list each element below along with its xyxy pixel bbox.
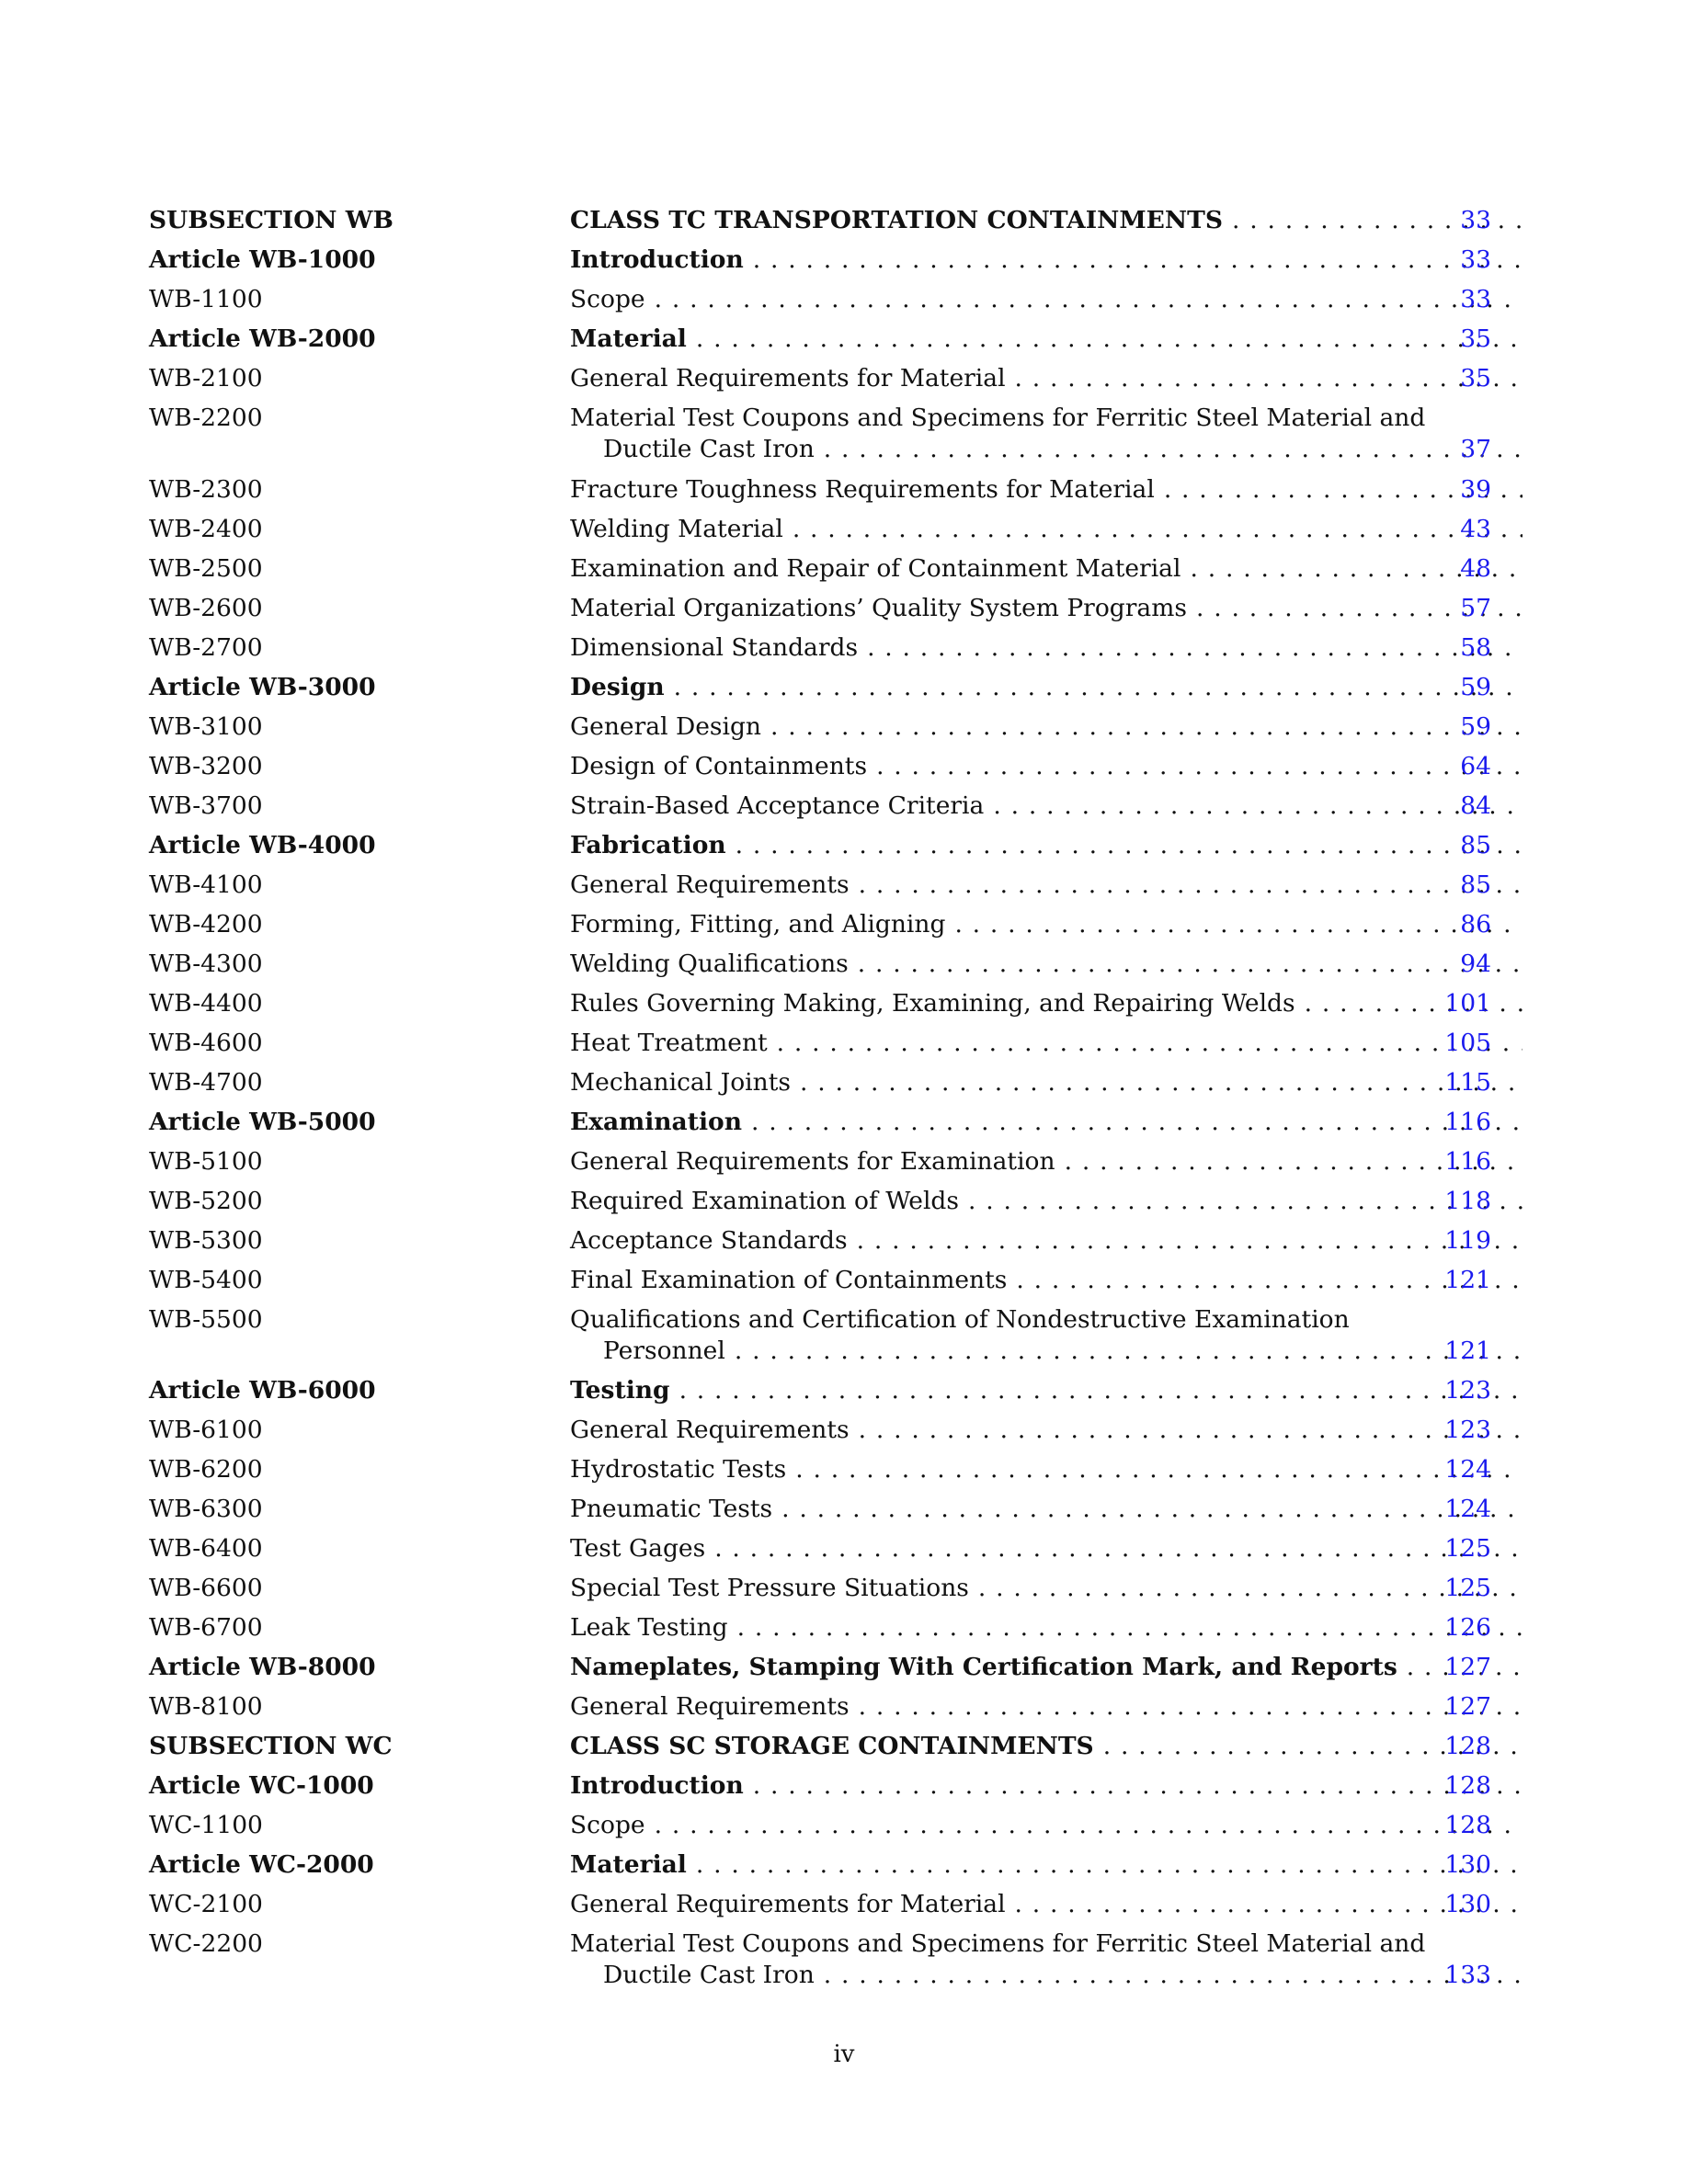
toc-entry-code: WB-4400: [149, 988, 263, 1018]
toc-entry-title: Material Organizations’ Quality System Programs: [570, 593, 1187, 622]
dot-leader: [645, 1810, 1523, 1841]
dot-leader: [768, 1028, 1523, 1059]
toc-entry[interactable]: [149, 751, 1491, 782]
toc-entry-title: Nameplates, Stamping With Certification Mark, and Reports: [570, 1653, 1397, 1681]
toc-entry-title-block: [570, 403, 1523, 465]
toc-entry-title-block: [570, 514, 1523, 545]
toc-entry[interactable]: [149, 830, 1491, 861]
toc-entry-title: Pneumatic Tests: [570, 1495, 773, 1523]
toc-entry-leader-line: [570, 1960, 1523, 1991]
toc-entry-leader-line: [570, 1067, 1523, 1098]
dot-leader: [665, 672, 1523, 703]
dot-leader: [969, 1573, 1523, 1604]
toc-entry-page-link[interactable]: 127: [1444, 1653, 1491, 1681]
toc-entry-title: Scope: [570, 285, 645, 313]
toc-entry-title-block: [570, 1928, 1523, 1991]
toc-entry[interactable]: [149, 1731, 1491, 1762]
toc-entry-title-block: [570, 632, 1523, 664]
toc-entry[interactable]: [149, 205, 1491, 236]
toc-entry-code: Article WB-4000: [149, 830, 376, 859]
dot-leader: [783, 514, 1523, 545]
toc-entry[interactable]: [149, 1533, 1491, 1564]
toc-entry-page-link[interactable]: 126: [1444, 1613, 1491, 1642]
toc-entry-code: WB-2400: [149, 514, 263, 543]
toc-entry-page-link[interactable]: 39: [1460, 474, 1491, 504]
toc-entry-leader-line: [570, 514, 1523, 545]
toc-entry-title: General Requirements: [570, 870, 850, 899]
toc-entry-title: Testing: [570, 1376, 670, 1405]
toc-entry-title: Heat Treatment: [570, 1028, 768, 1057]
toc-entry[interactable]: [149, 363, 1491, 394]
toc-entry-page-link[interactable]: 43: [1460, 514, 1491, 543]
toc-entry-title: Required Examination of Welds: [570, 1186, 959, 1215]
toc-entry-title: Scope: [570, 1811, 645, 1839]
dot-leader: [850, 870, 1523, 901]
toc-entry[interactable]: [149, 1849, 1491, 1881]
toc-entry-leader-line: [570, 1533, 1523, 1564]
toc-entry-page-link[interactable]: 127: [1444, 1692, 1491, 1721]
toc-entry-title-block: [570, 1067, 1523, 1098]
toc-entry[interactable]: [149, 711, 1491, 743]
toc-entry-code: WB-6600: [149, 1574, 263, 1602]
toc-entry-leader-line: [570, 1107, 1523, 1138]
toc-entry[interactable]: [149, 284, 1491, 315]
toc-entry-code: SUBSECTION WC: [149, 1732, 393, 1760]
toc-entry-page-link[interactable]: 128: [1444, 1811, 1491, 1839]
toc-entry-page-link[interactable]: 121: [1444, 1336, 1491, 1365]
dot-leader: [959, 1186, 1523, 1217]
dot-leader: [725, 1336, 1523, 1367]
toc-entry[interactable]: [149, 593, 1491, 624]
toc-entry[interactable]: [149, 1186, 1491, 1217]
dot-leader: [858, 632, 1523, 664]
toc-entry-leader-line: [570, 1770, 1523, 1802]
toc-entry-code: WC-2100: [149, 1890, 263, 1918]
toc-entry-title-block: [570, 324, 1523, 355]
toc-entry-leader-line: [570, 949, 1523, 980]
toc-entry[interactable]: [149, 1067, 1491, 1098]
toc-entry-title: Fracture Toughness Requirements for Material: [570, 474, 1155, 504]
toc-entry[interactable]: [149, 245, 1491, 276]
toc-entry-code: WB-4100: [149, 870, 263, 899]
toc-entry-leader-line: [570, 205, 1523, 236]
toc-entry-code: WB-4600: [149, 1028, 263, 1057]
toc-entry-title: General Requirements for Examination: [570, 1146, 1055, 1176]
dot-leader: [850, 1415, 1523, 1446]
toc-entry-title: General Requirements: [570, 1416, 850, 1444]
toc-entry-code: WB-5500: [149, 1304, 263, 1334]
toc-entry-title: Dimensional Standards: [570, 632, 859, 662]
dot-leader: [687, 1849, 1523, 1881]
toc-entry-page-link[interactable]: 128: [1444, 1771, 1491, 1800]
toc-entry-leader-line: [570, 1573, 1523, 1604]
table-of-contents: [149, 205, 1491, 2000]
toc-entry-code: WB-3200: [149, 751, 263, 780]
toc-entry-code: SUBSECTION WB: [149, 206, 393, 234]
toc-entry-page-link[interactable]: 128: [1444, 1732, 1491, 1760]
dot-leader: [728, 1612, 1523, 1644]
toc-entry-page-link[interactable]: 124: [1444, 1495, 1491, 1523]
toc-entry-title: General Design: [570, 711, 762, 741]
toc-entry-code: WB-5300: [149, 1225, 263, 1255]
toc-entry-title-block: [570, 1454, 1523, 1485]
dot-leader: [761, 711, 1523, 743]
toc-entry-page-link[interactable]: 101: [1444, 988, 1491, 1018]
toc-entry-code: WB-6300: [149, 1495, 263, 1523]
toc-entry[interactable]: [149, 1652, 1491, 1683]
toc-entry-title-block: [570, 1731, 1523, 1762]
toc-entry-code: WB-5200: [149, 1186, 263, 1215]
dot-leader: [945, 909, 1523, 940]
dot-leader: [815, 1960, 1523, 1991]
toc-entry-leader-line: [570, 1375, 1523, 1406]
toc-entry-leader-line: [570, 751, 1523, 782]
toc-entry-page-link[interactable]: 35: [1460, 364, 1491, 392]
toc-entry-leader-line: [570, 791, 1523, 822]
toc-entry-page-link[interactable]: 33: [1460, 285, 1491, 313]
dot-leader: [867, 751, 1523, 782]
toc-entry-page-link[interactable]: 59: [1460, 711, 1491, 741]
toc-entry-title: Introduction: [570, 1771, 744, 1800]
toc-entry[interactable]: [149, 403, 1491, 465]
toc-entry-title: Welding Qualifications: [570, 949, 849, 978]
toc-entry-page-link[interactable]: 116: [1444, 1146, 1491, 1176]
toc-entry[interactable]: [149, 1415, 1491, 1446]
toc-entry[interactable]: [149, 1810, 1491, 1841]
toc-entry-title-continuation: Ductile Cast Iron: [603, 1961, 815, 1989]
toc-entry-title-block: [570, 909, 1523, 940]
toc-entry-code: WB-2100: [149, 364, 263, 392]
toc-entry[interactable]: [149, 1375, 1491, 1406]
toc-entry-page-link[interactable]: 86: [1460, 909, 1491, 938]
toc-entry-leader-line: [570, 1494, 1523, 1525]
toc-entry[interactable]: [149, 1304, 1491, 1367]
toc-entry-title: Forming, Fitting, and Aligning: [570, 909, 946, 938]
toc-entry-code: WB-2200: [149, 404, 263, 432]
dot-leader: [687, 324, 1523, 355]
toc-entry-code: WC-2200: [149, 1929, 263, 1958]
toc-entry-page-link[interactable]: 105: [1444, 1028, 1491, 1057]
toc-entry-title-block: [570, 711, 1523, 743]
toc-entry-title: General Requirements for Material: [570, 1890, 1006, 1918]
toc-entry-code: WB-4700: [149, 1067, 263, 1097]
toc-entry-title: Strain-Based Acceptance Criteria: [570, 791, 985, 820]
toc-entry-page-link[interactable]: 33: [1460, 245, 1491, 274]
toc-entry[interactable]: [149, 1770, 1491, 1802]
toc-entry[interactable]: [149, 632, 1491, 664]
toc-entry[interactable]: [149, 1146, 1491, 1177]
toc-entry[interactable]: [149, 1225, 1491, 1257]
toc-entry-title-block: [570, 1810, 1523, 1841]
toc-entry-page-link[interactable]: 64: [1460, 751, 1491, 780]
toc-entry-code: WB-3700: [149, 791, 263, 820]
toc-entry-title-block: [570, 1225, 1523, 1257]
toc-entry-title: Design: [570, 672, 665, 701]
toc-entry-leader-line: [570, 1889, 1523, 1920]
toc-entry-code: Article WB-2000: [149, 324, 376, 353]
toc-entry-code: WB-1100: [149, 285, 263, 313]
toc-entry[interactable]: [149, 1494, 1491, 1525]
toc-entry-title: Fabrication: [570, 830, 726, 859]
toc-entry-leader-line: [570, 909, 1523, 940]
toc-entry-page-link[interactable]: 123: [1444, 1416, 1491, 1444]
toc-entry-title-block: [570, 363, 1523, 394]
toc-entry[interactable]: [149, 514, 1491, 545]
toc-entry-title-block: [570, 1770, 1523, 1802]
toc-entry-title: Mechanical Joints: [570, 1067, 791, 1097]
toc-entry-title-block: [570, 672, 1523, 703]
toc-entry-leader-line: [570, 1849, 1523, 1881]
toc-entry-title: Material Test Coupons and Specimens for Ferritic Steel Material and: [570, 1929, 1426, 1958]
toc-entry-title-block: [570, 870, 1523, 901]
toc-entry[interactable]: [149, 1889, 1491, 1920]
dot-leader: [772, 1494, 1523, 1525]
toc-entry-page-link[interactable]: 37: [1460, 435, 1491, 463]
toc-entry-title-block: [570, 1612, 1523, 1644]
toc-entry-code: WB-6200: [149, 1455, 263, 1484]
toc-entry-page-link[interactable]: 125: [1444, 1574, 1491, 1602]
toc-entry-page-link[interactable]: 85: [1460, 830, 1491, 859]
toc-entry-page-link[interactable]: 133: [1444, 1961, 1491, 1989]
toc-entry-title: Welding Material: [570, 514, 783, 543]
toc-entry-title: General Requirements for Material: [570, 364, 1006, 392]
toc-entry-title: CLASS TC TRANSPORTATION CONTAINMENTS: [570, 206, 1223, 234]
toc-entry-title-block: [570, 1691, 1523, 1723]
toc-entry-title-block: [570, 1375, 1523, 1406]
toc-entry-title-block: [570, 284, 1523, 315]
toc-entry-leader-line: [570, 553, 1523, 585]
toc-entry-code: WB-2600: [149, 593, 263, 622]
toc-entry-title: Final Examination of Containments: [570, 1265, 1008, 1294]
toc-entry-title-block: [570, 791, 1523, 822]
toc-entry-title-block: [570, 553, 1523, 585]
toc-entry-leader-line: [570, 870, 1523, 901]
toc-entry-title-block: [570, 1028, 1523, 1059]
toc-entry-title-block: [570, 205, 1523, 236]
toc-entry-leader-line: [570, 672, 1523, 703]
toc-entry-title: Design of Containments: [570, 751, 868, 780]
dot-leader: [726, 830, 1523, 861]
toc-entry-leader-line: [570, 711, 1523, 743]
toc-entry[interactable]: [149, 1928, 1491, 1991]
toc-entry-page-link[interactable]: 58: [1460, 632, 1491, 662]
toc-entry-page-link[interactable]: 125: [1444, 1534, 1491, 1563]
toc-entry-leader-line: [570, 1652, 1523, 1683]
dot-leader: [670, 1375, 1523, 1406]
toc-entry-page-link[interactable]: 123: [1444, 1376, 1491, 1405]
toc-entry-page-link[interactable]: 57: [1460, 593, 1491, 622]
toc-entry-title-block: [570, 988, 1523, 1019]
toc-entry[interactable]: [149, 988, 1491, 1019]
dot-leader: [742, 1107, 1523, 1138]
toc-entry-title: Qualifications and Certification of Nondestructive Examination: [570, 1304, 1350, 1334]
toc-entry[interactable]: [149, 949, 1491, 980]
toc-entry-title-continuation: Personnel: [603, 1336, 725, 1365]
toc-entry[interactable]: [149, 791, 1491, 822]
toc-entry-title-block: [570, 949, 1523, 980]
dot-leader: [791, 1067, 1523, 1098]
toc-entry-title-block: [570, 1146, 1523, 1177]
toc-entry-code: WB-4200: [149, 909, 263, 938]
toc-entry-title: Hydrostatic Tests: [570, 1455, 787, 1484]
toc-entry-code: WC-1100: [149, 1811, 263, 1839]
toc-entry-title-block: [570, 1304, 1523, 1367]
toc-entry[interactable]: [149, 1028, 1491, 1059]
toc-entry-title-block: [570, 474, 1523, 506]
dot-leader: [705, 1533, 1523, 1564]
toc-entry[interactable]: [149, 1107, 1491, 1138]
toc-entry-title: Material: [570, 324, 687, 353]
toc-entry-code: WB-2700: [149, 632, 263, 662]
page-number-footer: iv: [833, 2041, 855, 2068]
toc-entry-page-link[interactable]: 94: [1460, 949, 1491, 978]
toc-entry-leader-line: [570, 363, 1523, 394]
toc-entry-code: Article WB-8000: [149, 1653, 376, 1681]
toc-entry-leader-line: [570, 1415, 1523, 1446]
dot-leader: [786, 1454, 1523, 1485]
toc-entry-title: Leak Testing: [570, 1613, 728, 1642]
toc-entry-page-link[interactable]: 130: [1444, 1850, 1491, 1879]
toc-entry[interactable]: [149, 672, 1491, 703]
toc-entry-leader-line: [570, 245, 1523, 276]
toc-entry-leader-line: [570, 284, 1523, 315]
toc-entry-page-link[interactable]: 118: [1444, 1186, 1491, 1215]
toc-entry-leader-line: [570, 1186, 1523, 1217]
toc-entry-title: General Requirements: [570, 1692, 850, 1721]
toc-entry-title: Rules Governing Making, Examining, and Repairing Welds: [570, 988, 1295, 1018]
dot-leader: [849, 949, 1523, 980]
toc-entry-leader-line: [570, 1454, 1523, 1485]
toc-entry-leader-line: [570, 1810, 1523, 1841]
toc-entry-leader-line: [570, 1691, 1523, 1723]
toc-entry-title: Material Test Coupons and Specimens for Ferritic Steel Material and: [570, 404, 1426, 432]
toc-entry-code: Article WB-6000: [149, 1376, 376, 1405]
toc-entry-code: Article WB-5000: [149, 1107, 376, 1136]
toc-entry-title-block: [570, 1533, 1523, 1564]
toc-entry-code: WB-4300: [149, 949, 263, 978]
toc-entry[interactable]: [149, 1612, 1491, 1644]
toc-entry-page-link[interactable]: 115: [1444, 1067, 1491, 1097]
toc-entry-leader-line: [570, 1731, 1523, 1762]
toc-entry-leader-line: [570, 1028, 1523, 1059]
toc-entry-title: Special Test Pressure Situations: [570, 1574, 969, 1602]
toc-entry-title-block: [570, 1652, 1523, 1683]
toc-entry[interactable]: [149, 1573, 1491, 1604]
toc-entry-title-block: [570, 751, 1523, 782]
toc-entry-title-block: [570, 1186, 1523, 1217]
toc-entry-page-link[interactable]: 48: [1460, 553, 1491, 583]
toc-entry-code: Article WC-2000: [149, 1850, 374, 1879]
dot-leader: [1006, 363, 1523, 394]
toc-entry-title-block: [570, 1265, 1523, 1296]
toc-entry-leader-line: [570, 1612, 1523, 1644]
toc-entry-title-block: [570, 1849, 1523, 1881]
toc-entry-leader-line: [570, 830, 1523, 861]
toc-entry[interactable]: [149, 474, 1491, 506]
toc-entry-title: Acceptance Standards: [570, 1225, 848, 1255]
toc-entry-title-block: [570, 1889, 1523, 1920]
dot-leader: [744, 1770, 1523, 1802]
toc-entry-code: WB-6700: [149, 1613, 263, 1642]
toc-entry[interactable]: [149, 909, 1491, 940]
toc-entry-title: Introduction: [570, 245, 744, 274]
toc-entry-leader-line: [570, 593, 1523, 624]
dot-leader: [984, 791, 1523, 822]
toc-entry-title-block: [570, 1494, 1523, 1525]
toc-entry-code: Article WC-1000: [149, 1771, 374, 1800]
toc-entry-page-link[interactable]: 59: [1460, 672, 1491, 701]
dot-leader: [645, 284, 1523, 315]
toc-entry-code: Article WB-1000: [149, 245, 376, 274]
toc-entry-code: WB-5400: [149, 1265, 263, 1294]
toc-entry[interactable]: [149, 870, 1491, 901]
toc-entry-title-block: [570, 1415, 1523, 1446]
toc-entry-page-link[interactable]: 35: [1460, 324, 1491, 353]
toc-entry-code: WB-5100: [149, 1146, 263, 1176]
toc-entry-leader-line: [570, 1225, 1523, 1257]
toc-entry[interactable]: [149, 1454, 1491, 1485]
toc-entry-leader-line: [570, 324, 1523, 355]
toc-entry-code: WB-6400: [149, 1534, 263, 1563]
toc-entry[interactable]: [149, 324, 1491, 355]
toc-entry-code: WB-2500: [149, 553, 263, 583]
toc-entry-page-link[interactable]: 121: [1444, 1265, 1491, 1294]
toc-entry-leader-line: [570, 1336, 1523, 1367]
toc-entry-code: Article WB-3000: [149, 672, 376, 701]
toc-entry-title-block: [570, 245, 1523, 276]
toc-entry-leader-line: [570, 1146, 1523, 1177]
toc-entry-leader-line: [570, 474, 1523, 506]
toc-entry-title: Examination: [570, 1107, 742, 1136]
toc-entry-page-link[interactable]: 119: [1444, 1225, 1491, 1255]
dot-leader: [850, 1691, 1523, 1723]
toc-entry-title: Material: [570, 1850, 687, 1879]
toc-entry-leader-line: [570, 632, 1523, 664]
toc-entry-title: Test Gages: [570, 1534, 706, 1563]
toc-entry-title: Examination and Repair of Containment Material: [570, 553, 1181, 583]
toc-entry-page-link[interactable]: 116: [1444, 1107, 1491, 1136]
toc-entry-title-continuation: Ductile Cast Iron: [603, 435, 815, 463]
toc-entry-page-link[interactable]: 84: [1460, 791, 1491, 820]
toc-entry[interactable]: [149, 553, 1491, 585]
dot-leader: [744, 245, 1523, 276]
toc-entry-page-link[interactable]: 85: [1460, 870, 1491, 899]
toc-entry-leader-line: [570, 1265, 1523, 1296]
toc-entry-code: WB-6100: [149, 1416, 263, 1444]
toc-entry-title-block: [570, 593, 1523, 624]
toc-entry-page-link[interactable]: 33: [1460, 206, 1491, 234]
dot-leader: [848, 1225, 1523, 1257]
toc-entry-title-block: [570, 1573, 1523, 1604]
toc-entry-code: WB-8100: [149, 1692, 263, 1721]
toc-entry-title: CLASS SC STORAGE CONTAINMENTS: [570, 1732, 1094, 1760]
toc-entry-code: WB-3100: [149, 711, 263, 741]
toc-entry-title-block: [570, 1107, 1523, 1138]
toc-entry-page-link[interactable]: 130: [1444, 1890, 1491, 1918]
toc-entry[interactable]: [149, 1691, 1491, 1723]
toc-entry-leader-line: [570, 988, 1523, 1019]
toc-entry-leader-line: [570, 434, 1523, 465]
toc-entry-page-link[interactable]: 124: [1444, 1455, 1491, 1484]
toc-entry-code: WB-2300: [149, 474, 263, 504]
dot-leader: [815, 434, 1523, 465]
toc-entry-title-block: [570, 830, 1523, 861]
toc-entry[interactable]: [149, 1265, 1491, 1296]
